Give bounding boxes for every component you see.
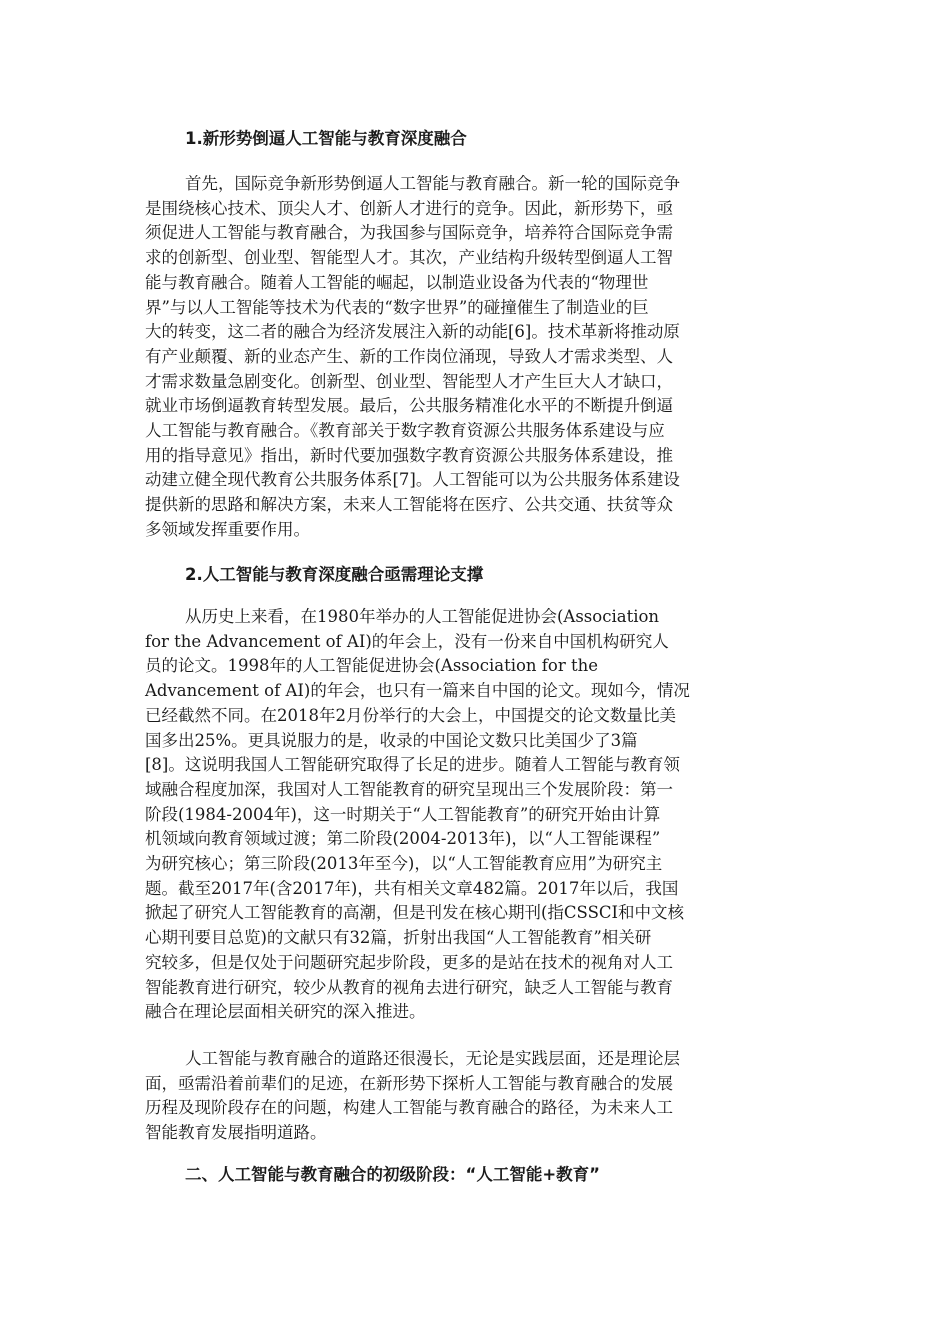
text-line: 从历史上来看，在1980年举办的人工智能促进协会(Association [185, 607, 660, 626]
text-line: 域融合程度加深，我国对人工智能教育的研究呈现出三个发展阶段：第一 [145, 779, 673, 799]
text-line: 提供新的思路和解决方案，未来人工智能将在医疗、公共交通、扶贫等众 [145, 495, 673, 515]
section-heading-1: 1.新形势倒逼人工智能与教育深度融合 [185, 129, 467, 148]
text-line: 国多出25%。更具说服力的是，收录的中国论文数只比美国少了3篇 [145, 730, 638, 750]
text-line: 首先，国际竞争新形势倒逼人工智能与教育融合。新一轮的国际竞争 [185, 174, 680, 193]
text-line: [8]。这说明我国人工智能研究取得了长足的进步。随着人工智能与教育领 [145, 755, 680, 775]
text-line: 能与教育融合。随着人工智能的崛起，以制造业设备为代表的“物理世 [145, 272, 649, 292]
text-line: 掀起了研究人工智能教育的高潮，但是刊发在核心期刊(指CSSCI和中文核 [145, 903, 685, 923]
text-line: 心期刊要目总览)的文献只有32篇，折射出我国“人工智能教育”相关研 [145, 928, 652, 948]
text-line: Advancement of AI)的年会，也只有一篇来自中国的论文。现如今，情况 [145, 681, 690, 701]
text-line: 已经截然不同。在2018年2月份举行的大会上，中国提交的论文数量比美 [145, 705, 676, 725]
text-line: 题。截至2017年(含2017年)，共有相关文章482篇。2017年以后，我国 [145, 878, 679, 898]
text-line: 究较多，但是仅处于问题研究起步阶段，更多的是站在技术的视角对人工 [145, 952, 673, 972]
text-line: 求的创新型、创业型、智能型人才。其次，产业结构升级转型倒逼人工智 [145, 248, 673, 268]
text-line: 为研究核心；第三阶段(2013年至今)，以“人工智能教育应用”为研究主 [145, 854, 663, 873]
text-line: 用的指导意见》指出，新时代要加强数字教育资源公共服务体系建设，推 [145, 445, 673, 465]
text-line: 面，亟需沿着前辈们的足迹，在新形势下探析人工智能与教育融合的发展 [145, 1073, 673, 1093]
text-line: 动建立健全现代教育公共服务体系[7]。人工智能可以为公共服务体系建设 [145, 470, 680, 490]
section-heading-3: 二、人工智能与教育融合的初级阶段：“人工智能+教育” [185, 1165, 601, 1184]
text-line: 员的论文。1998年的人工智能促进协会(Association for the [145, 656, 598, 676]
text-line: 界”与以人工智能等技术为代表的“数字世界”的碰撞催生了制造业的巨 [145, 297, 649, 317]
text-line: for the Advancement of AI)的年会上，没有一份来自中国机构研究人 [145, 631, 669, 651]
text-line: 就业市场倒逼教育转型发展。最后，公共服务精准化水平的不断提升倒逼 [145, 396, 673, 416]
text-line: 人工智能与教育融合。《教育部关于数字教育资源公共服务体系建设与应 [145, 421, 665, 440]
text-line: 多领域发挥重要作用。 [145, 519, 310, 539]
text-line: 融合在理论层面相关研究的深入推进。 [145, 1002, 426, 1022]
section-heading-2: 2.人工智能与教育深度融合亟需理论支撑 [185, 565, 484, 584]
text-line: 才需求数量急剧变化。创新型、创业型、智能型人才产生巨大人才缺口， [145, 371, 673, 391]
text-line: 智能教育进行研究，较少从教育的视角去进行研究，缺乏人工智能与教育 [145, 977, 673, 997]
text-line: 是围绕核心技术、顶尖人才、创新人才进行的竞争。因此，新形势下，亟 [145, 198, 673, 218]
text-line: 有产业颠覆、新的业态产生、新的工作岗位涌现，导致人才需求类型、人 [145, 346, 673, 366]
text-line: 阶段(1984-2004年)，这一时期关于“人工智能教育”的研究开始由计算 [145, 804, 661, 824]
text-line: 智能教育发展指明道路。 [145, 1123, 327, 1143]
text-line: 机领域向教育领域过渡；第二阶段(2004-2013年)，以“人工智能课程” [145, 829, 661, 849]
text-line: 历程及现阶段存在的问题，构建人工智能与教育融合的路径，为未来人工 [145, 1098, 673, 1118]
text-line: 大的转变，这二者的融合为经济发展注入新的动能[6]。技术革新将推动原 [145, 322, 680, 342]
text-line: 人工智能与教育融合的道路还很漫长，无论是实践层面，还是理论层 [185, 1049, 680, 1068]
text-line: 须促进人工智能与教育融合，为我国参与国际竞争，培养符合国际竞争需 [145, 223, 673, 243]
